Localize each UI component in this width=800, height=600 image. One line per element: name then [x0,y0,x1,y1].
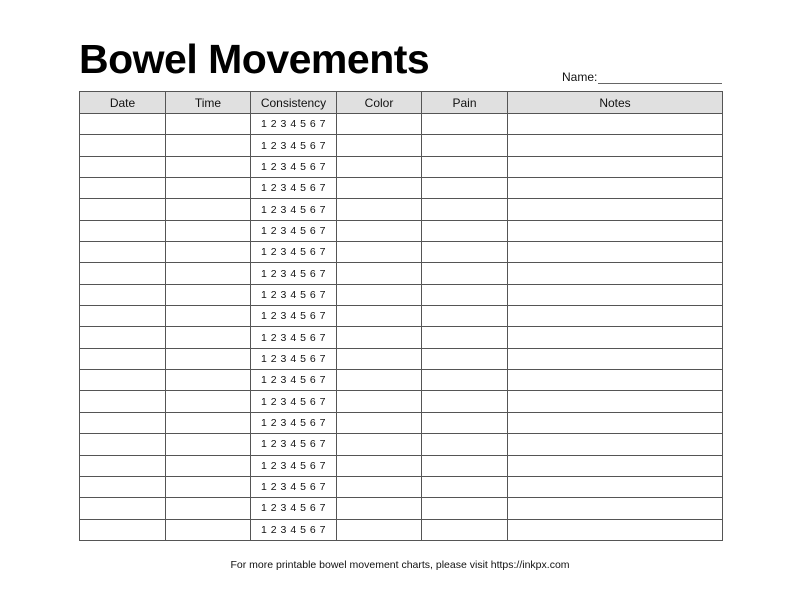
cell-color[interactable] [337,391,422,412]
cell-date[interactable] [80,135,166,156]
cell-date[interactable] [80,348,166,369]
cell-notes[interactable] [508,412,723,433]
cell-time[interactable] [166,412,251,433]
page-title: Bowel Movements [79,36,430,82]
cell-date[interactable] [80,391,166,412]
cell-pain[interactable] [422,327,508,348]
table-row [80,135,723,156]
cell-color[interactable] [337,156,422,177]
table-row [80,476,723,497]
cell-notes[interactable] [508,434,723,455]
cell-date[interactable] [80,263,166,284]
cell-color[interactable] [337,412,422,433]
cell-color[interactable] [337,455,422,476]
table-row [80,242,723,263]
cell-notes[interactable] [508,242,723,263]
table-row [80,434,723,455]
table-row [80,348,723,369]
cell-pain[interactable] [422,412,508,433]
cell-time[interactable] [166,114,251,135]
cell-pain[interactable] [422,263,508,284]
name-input-line[interactable] [598,71,722,84]
cell-color[interactable] [337,242,422,263]
cell-notes[interactable] [508,263,723,284]
cell-notes[interactable] [508,498,723,519]
cell-consistency[interactable]: 1 2 3 4 5 6 7 [251,370,337,391]
table-row [80,498,723,519]
log-table [79,91,723,541]
cell-pain[interactable] [422,519,508,540]
cell-pain[interactable] [422,242,508,263]
cell-pain[interactable] [422,284,508,305]
cell-time[interactable] [166,370,251,391]
cell-notes[interactable] [508,306,723,327]
table-row [80,306,723,327]
cell-time[interactable] [166,242,251,263]
cell-notes[interactable] [508,178,723,199]
cell-time[interactable] [166,327,251,348]
cell-consistency[interactable]: 1 2 3 4 5 6 7 [251,519,337,540]
cell-time[interactable] [166,263,251,284]
cell-date[interactable] [80,476,166,497]
cell-date[interactable] [80,178,166,199]
cell-color[interactable] [337,327,422,348]
cell-color[interactable] [337,114,422,135]
cell-time[interactable] [166,306,251,327]
cell-time[interactable] [166,348,251,369]
table-row [80,519,723,540]
cell-time[interactable] [166,284,251,305]
cell-color[interactable] [337,434,422,455]
cell-color[interactable] [337,199,422,220]
cell-color[interactable] [337,476,422,497]
cell-time[interactable] [166,199,251,220]
col-time: Time [166,92,251,114]
cell-time[interactable] [166,519,251,540]
cell-notes[interactable] [508,391,723,412]
name-label: Name: [562,70,598,84]
cell-color[interactable] [337,498,422,519]
table-row [80,391,723,412]
cell-time[interactable] [166,220,251,241]
cell-color[interactable] [337,178,422,199]
cell-notes[interactable] [508,519,723,540]
cell-color[interactable] [337,519,422,540]
cell-notes[interactable] [508,455,723,476]
footer-note: For more printable bowel movement charts, please visit https://inkpx.com [230,559,570,571]
table-row [80,178,723,199]
cell-consistency[interactable]: 1 2 3 4 5 6 7 [251,114,337,135]
cell-date[interactable] [80,284,166,305]
cell-date[interactable] [80,455,166,476]
table-row [80,199,723,220]
cell-color[interactable] [337,220,422,241]
cell-consistency[interactable]: 1 2 3 4 5 6 7 [251,434,337,455]
cell-pain[interactable] [422,114,508,135]
cell-pain[interactable] [422,306,508,327]
cell-notes[interactable] [508,348,723,369]
cell-time[interactable] [166,178,251,199]
cell-date[interactable] [80,199,166,220]
cell-pain[interactable] [422,178,508,199]
cell-pain[interactable] [422,391,508,412]
cell-date[interactable] [80,114,166,135]
cell-notes[interactable] [508,135,723,156]
cell-notes[interactable] [508,220,723,241]
cell-consistency[interactable]: 1 2 3 4 5 6 7 [251,476,337,497]
cell-date[interactable] [80,412,166,433]
col-color: Color [337,92,422,114]
cell-date[interactable] [80,370,166,391]
cell-color[interactable] [337,284,422,305]
cell-date[interactable] [80,306,166,327]
cell-date[interactable] [80,220,166,241]
cell-pain[interactable] [422,498,508,519]
cell-consistency[interactable]: 1 2 3 4 5 6 7 [251,391,337,412]
cell-time[interactable] [166,391,251,412]
cell-notes[interactable] [508,114,723,135]
cell-time[interactable] [166,156,251,177]
cell-notes[interactable] [508,156,723,177]
table-row [80,284,723,305]
col-date: Date [80,92,166,114]
cell-date[interactable] [80,327,166,348]
cell-pain[interactable] [422,220,508,241]
cell-color[interactable] [337,135,422,156]
cell-pain[interactable] [422,156,508,177]
cell-notes[interactable] [508,476,723,497]
cell-color[interactable] [337,348,422,369]
cell-pain[interactable] [422,348,508,369]
cell-consistency[interactable]: 1 2 3 4 5 6 7 [251,455,337,476]
cell-consistency[interactable]: 1 2 3 4 5 6 7 [251,199,337,220]
cell-color[interactable] [337,306,422,327]
cell-color[interactable] [337,370,422,391]
table-row [80,412,723,433]
cell-consistency[interactable]: 1 2 3 4 5 6 7 [251,284,337,305]
cell-pain[interactable] [422,199,508,220]
cell-date[interactable] [80,498,166,519]
cell-consistency[interactable]: 1 2 3 4 5 6 7 [251,242,337,263]
cell-pain[interactable] [422,476,508,497]
cell-notes[interactable] [508,284,723,305]
cell-consistency[interactable]: 1 2 3 4 5 6 7 [251,327,337,348]
cell-consistency[interactable]: 1 2 3 4 5 6 7 [251,263,337,284]
cell-notes[interactable] [508,327,723,348]
cell-date[interactable] [80,242,166,263]
cell-time[interactable] [166,476,251,497]
table-row [80,263,723,284]
cell-pain[interactable] [422,135,508,156]
table-row [80,327,723,348]
cell-pain[interactable] [422,370,508,391]
cell-consistency[interactable]: 1 2 3 4 5 6 7 [251,306,337,327]
cell-consistency[interactable]: 1 2 3 4 5 6 7 [251,178,337,199]
table-row [80,370,723,391]
cell-notes[interactable] [508,199,723,220]
cell-date[interactable] [80,434,166,455]
cell-consistency[interactable]: 1 2 3 4 5 6 7 [251,348,337,369]
table-row [80,455,723,476]
table-row [80,156,723,177]
cell-pain[interactable] [422,455,508,476]
cell-consistency[interactable]: 1 2 3 4 5 6 7 [251,220,337,241]
col-consistency: Consistency [251,92,337,114]
cell-time[interactable] [166,498,251,519]
table-row [80,220,723,241]
cell-date[interactable] [80,156,166,177]
table-row [80,114,723,135]
cell-consistency[interactable]: 1 2 3 4 5 6 7 [251,135,337,156]
cell-color[interactable] [337,263,422,284]
cell-consistency[interactable]: 1 2 3 4 5 6 7 [251,412,337,433]
header-row [80,92,723,114]
cell-pain[interactable] [422,434,508,455]
name-field[interactable] [562,70,722,84]
cell-notes[interactable] [508,370,723,391]
cell-consistency[interactable]: 1 2 3 4 5 6 7 [251,156,337,177]
cell-time[interactable] [166,434,251,455]
cell-time[interactable] [166,135,251,156]
cell-date[interactable] [80,519,166,540]
col-pain: Pain [422,92,508,114]
cell-time[interactable] [166,455,251,476]
col-notes: Notes [508,92,723,114]
cell-consistency[interactable]: 1 2 3 4 5 6 7 [251,498,337,519]
